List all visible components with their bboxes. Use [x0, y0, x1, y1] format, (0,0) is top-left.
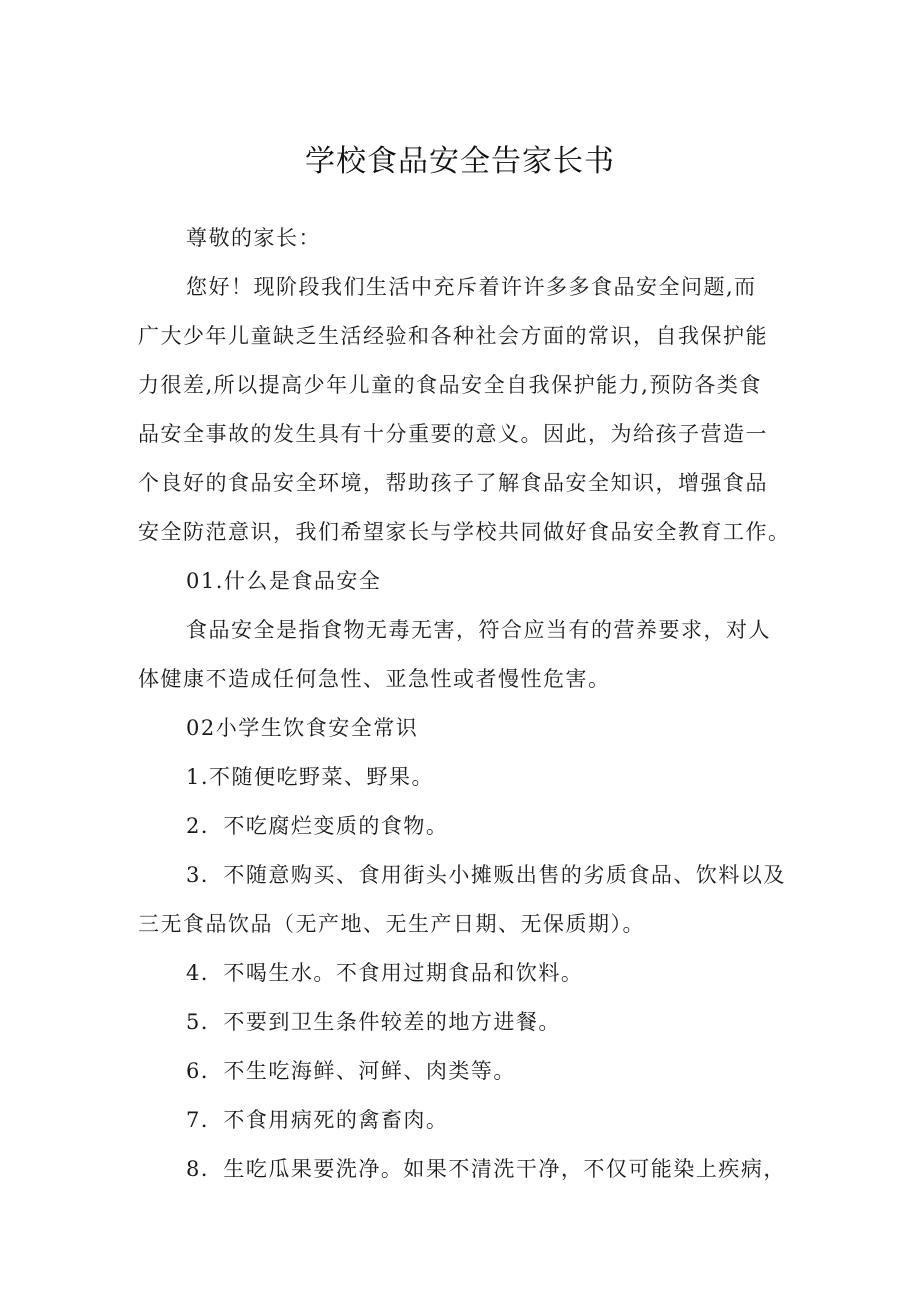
list-item: 3．不随意购买、食用街头小摊贩出售的劣质食品、饮料以及 [186, 863, 786, 887]
list-item-continuation: 三无食品饮品（无产地、无生产日期、无保质期）。 [138, 912, 645, 936]
list-item: 5．不要到卫生条件较差的地方进餐。 [186, 1010, 561, 1034]
text-line: 广大少年儿童缺乏生活经验和各种社会方面的常识，自我保护能 [138, 324, 768, 348]
section-heading: 01.什么是食品安全 [186, 569, 382, 593]
salutation: 尊敬的家长： [186, 226, 321, 250]
text-line: 力很差,所以提高少年儿童的食品安全自我保护能力,预防各类食 [138, 373, 762, 397]
document-title: 学校食品安全告家长书 [305, 144, 615, 179]
text-line: 食品安全是指食物无毒无害，符合应当有的营养要求，对人 [186, 618, 771, 642]
document-body [138, 214, 798, 1194]
section-heading: 02小学生饮食安全常识 [186, 716, 419, 740]
list-item: 8．生吃瓜果要洗净。如果不清洗干净，不仅可能染上疾病， [186, 1157, 786, 1181]
text-line: 体健康不造成任何急性、亚急性或者慢性危害。 [138, 667, 611, 691]
list-item: 1.不随便吃野菜、野果。 [186, 765, 435, 789]
list-item: 7．不食用病死的禽畜肉。 [186, 1108, 449, 1132]
list-item: 6．不生吃海鲜、河鲜、肉类等。 [186, 1059, 516, 1083]
text-line: 个良好的食品安全环境，帮助孩子了解食品安全知识，增强食品 [138, 471, 768, 495]
list-item: 4．不喝生水。不食用过期食品和饮料。 [186, 961, 584, 985]
text-line: 品安全事故的发生具有十分重要的意义。因此，为给孩子营造一 [138, 422, 768, 446]
list-item: 2．不吃腐烂变质的食物。 [186, 814, 449, 838]
text-line: 安全防范意识，我们希望家长与学校共同做好食品安全教育工作。 [138, 520, 791, 544]
text-line: 您好！现阶段我们生活中充斥着许许多多食品安全问题,而 [186, 275, 757, 299]
